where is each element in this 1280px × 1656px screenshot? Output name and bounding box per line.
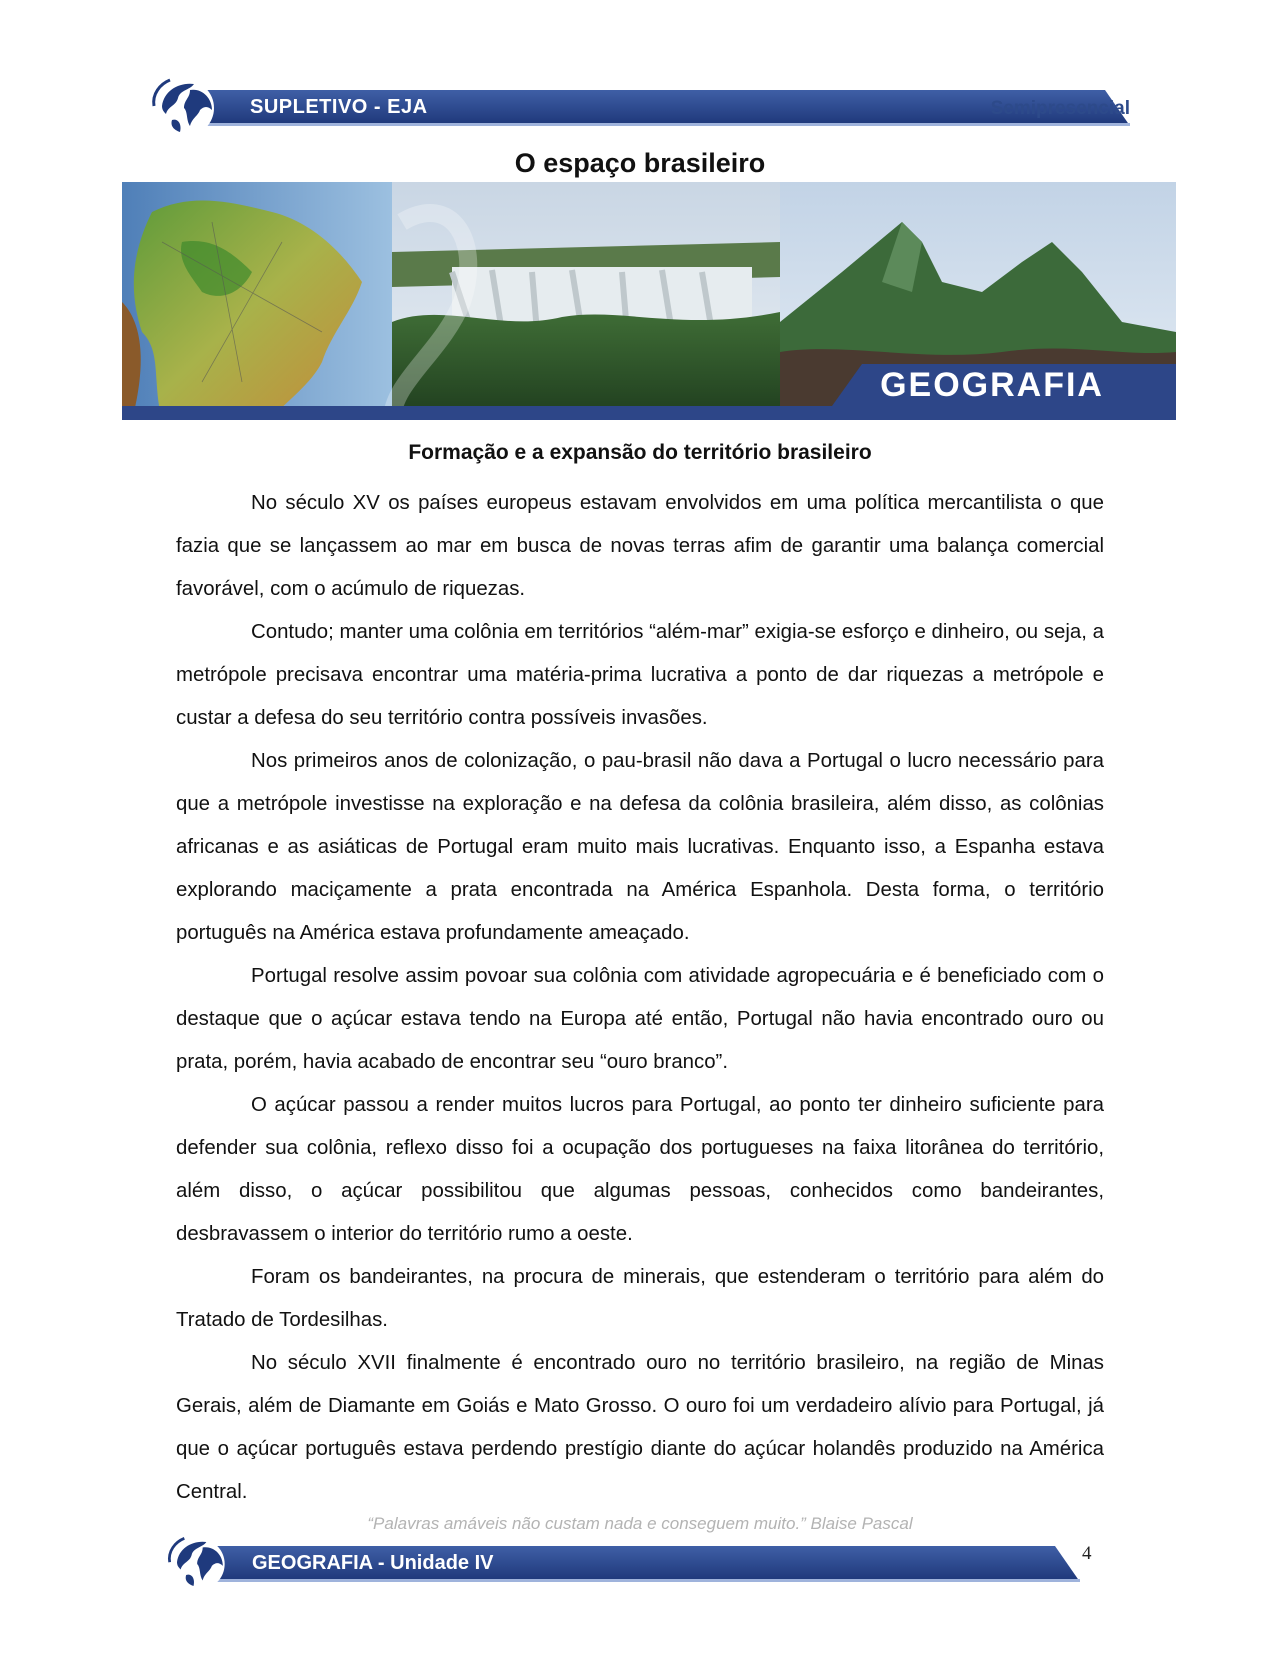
paragraph: Portugal resolve assim povoar sua colônia com atividade agropecuária e é beneficiado com o destaque que o açúcar estava tendo na Europa até então, Portugal não havia encontrado ouro ou prata, porém, havia acabado de encontrar seu “ouro branco”. [176,965,1104,1073]
globe-logo-icon [150,76,222,140]
page-title: O espaço brasileiro [514,148,766,178]
article-body [176,482,1104,1514]
footer-quote: “Palavras amáveis não custam nada e conseguem muito.” Blaise Pascal [367,1514,913,1533]
geography-banner [122,182,1176,420]
banner-subject-label: GEOGRAFIA [880,366,1104,404]
paragraph: Contudo; manter uma colônia em territórios “além-mar” exigia-se esforço e dinheiro, ou seja, a metrópole precisava encontrar uma matéria-prima lucrativa a ponto de dar riquezas a metrópole e custar a defesa do seu território contra possíveis invasões. [176,621,1104,729]
unit-label: GEOGRAFIA - Unidade IV [252,1552,494,1574]
globe-logo-icon [166,1534,232,1594]
page-header [140,76,1140,146]
paragraph: O açúcar passou a render muitos lucros para Portugal, ao ponto ter dinheiro suficiente para defender sua colônia, reflexo disso foi a ocupação dos portugueses na faixa litorânea do território, além disso, o açúcar possibilitou que algumas pessoas, conhecidos como bandeirantes, desbravassem o interior do território rumo a oeste. [176,1094,1104,1245]
paragraph: No século XV os países europeus estavam envolvidos em uma política mercantilista o que fazia que se lançassem ao mar em busca de novas terras afim de garantir uma balança comercial favorável, com o acúmulo de riquezas. [176,492,1104,600]
program-label: SUPLETIVO - EJA [250,96,428,118]
paragraph: No século XVII finalmente é encontrado ouro no território brasileiro, na região de Minas Gerais, além de Diamante em Goiás e Mato Grosso. O ouro foi um verdadeiro alívio para Portugal, já que o açúcar português estava perdendo prestígio diante do açúcar holandês produzido na América Central. [176,1352,1104,1503]
section-title: Formação e a expansão do território brasileiro [408,441,872,464]
page-number: 4 [1082,1543,1092,1564]
page-footer [160,1532,1080,1596]
paragraph: Foram os bandeirantes, na procura de minerais, que estenderam o território para além do Tratado de Tordesilhas. [176,1266,1104,1331]
paragraph: Nos primeiros anos de colonização, o pau-brasil não dava a Portugal o lucro necessário para que a metrópole investisse na exploração e na defesa da colônia brasileira, além disso, as colônias africanas e as asiáticas de Portugal eram muito mais lucrativas. Enquanto isso, a Espanha estava explorando maciçamente a prata encontrada na América Espanhola. Desta forma, o território português na América estava profundamente ameaçado. [176,750,1104,944]
modality-label: Semipresencial [990,98,1130,119]
